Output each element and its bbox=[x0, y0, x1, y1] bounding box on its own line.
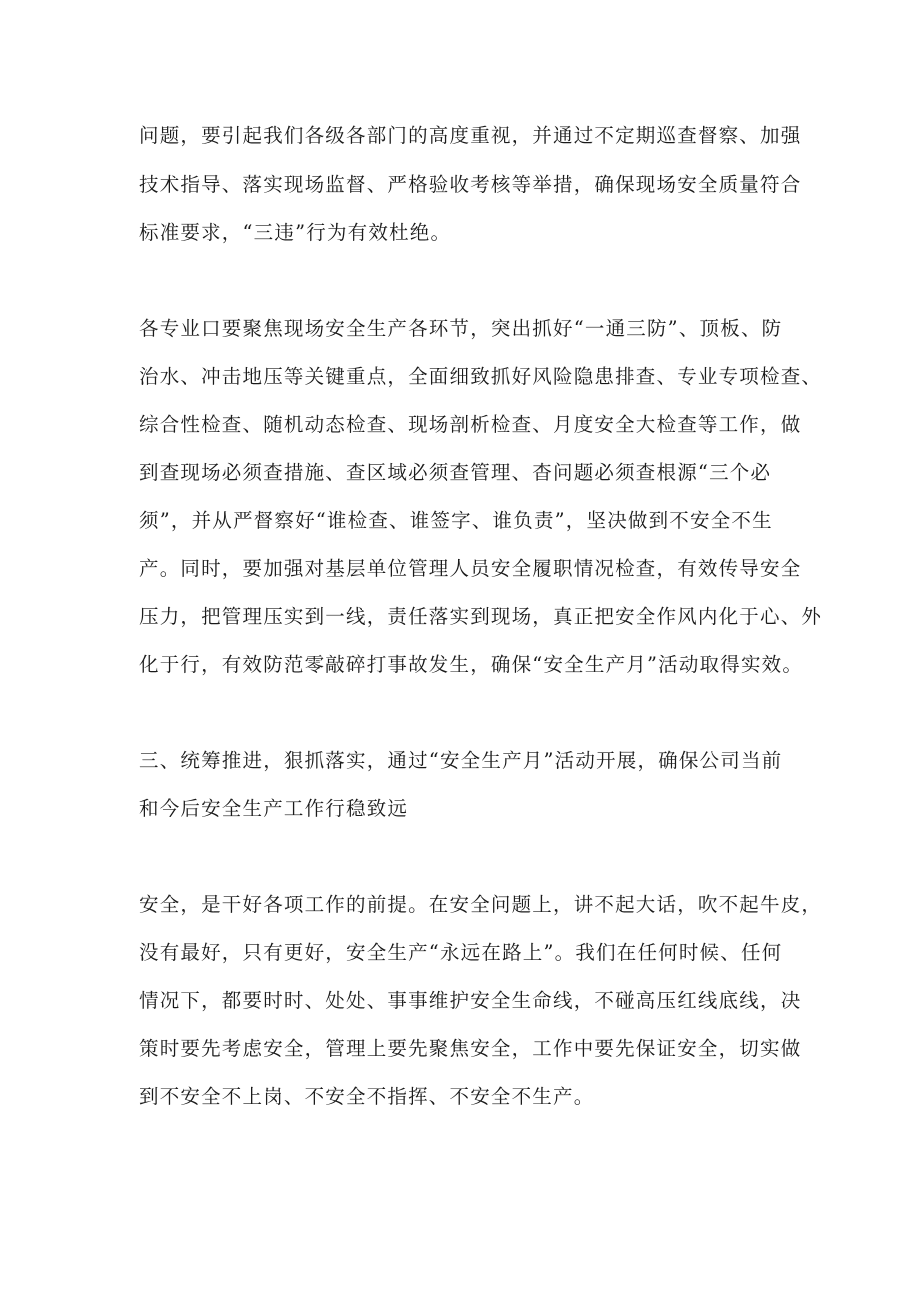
text-line: 须”，并从严督察好“谁检查、谁签字、谁负责”，坚决做到不安全不生 bbox=[139, 509, 773, 532]
text-line: 问题，要引起我们各级各部门的高度重视，并通过不定期巡查督察、加强 bbox=[139, 124, 802, 147]
text-line: 综合性检查、随机动态检查、现场剖析检查、月度安全大检查等工作，做 bbox=[139, 413, 802, 436]
text-line: 治水、冲击地压等关键重点，全面细致抓好风险隐患排查、专业专项检查、 bbox=[139, 365, 823, 388]
text-line: 各专业口要聚焦现场安全生产各环节，突出抓好“一通三防”、顶板、防 bbox=[139, 317, 783, 340]
text-line: 压力，把管理压实到一线，责任落实到现场，真正把安全作风内化于心、外 bbox=[139, 605, 823, 628]
text-line: 产。同时，要加强对基层单位管理人员安全履职情况检查，有效传导安全 bbox=[139, 557, 802, 580]
text-line: 策时要先考虑安全，管理上要先聚焦安全，工作中要先保证安全，切实做 bbox=[139, 1037, 802, 1060]
text-line: 到查现场必须查措施、查区域必须查管理、杳问题必须查根源“三个必 bbox=[139, 461, 772, 484]
heading-line: 三、统筹推进，狠抓落实，通过“安全生产月”活动开展，确保公司当前 bbox=[139, 749, 783, 772]
text-line: 情况下，都要时时、处处、事事维护安全生命线，不碰高压红线底线，决 bbox=[139, 989, 802, 1012]
text-line: 没有最好，只有更好，安全生产“永远在路上”。我们在任何时候、任何 bbox=[139, 941, 783, 964]
text-line: 技术指导、落实现场监督、严格验收考核等举措，确保现场安全质量符合 bbox=[139, 173, 802, 196]
heading-line: 和今后安全生产工作行稳致远 bbox=[139, 797, 409, 820]
text-line: 到不安全不上岗、不安全不指挥、不安全不生产。 bbox=[139, 1085, 595, 1108]
text-line: 化于行，有效防范零敲碎打事故发生，确保“安全生产月”活动取得实效。 bbox=[139, 653, 804, 676]
text-line: 安全，是干好各项工作的前提。在安全问题上，讲不起大话，吹不起牛皮， bbox=[139, 893, 823, 916]
text-line: 标准要求，“三违”行为有效杜绝。 bbox=[139, 221, 452, 244]
